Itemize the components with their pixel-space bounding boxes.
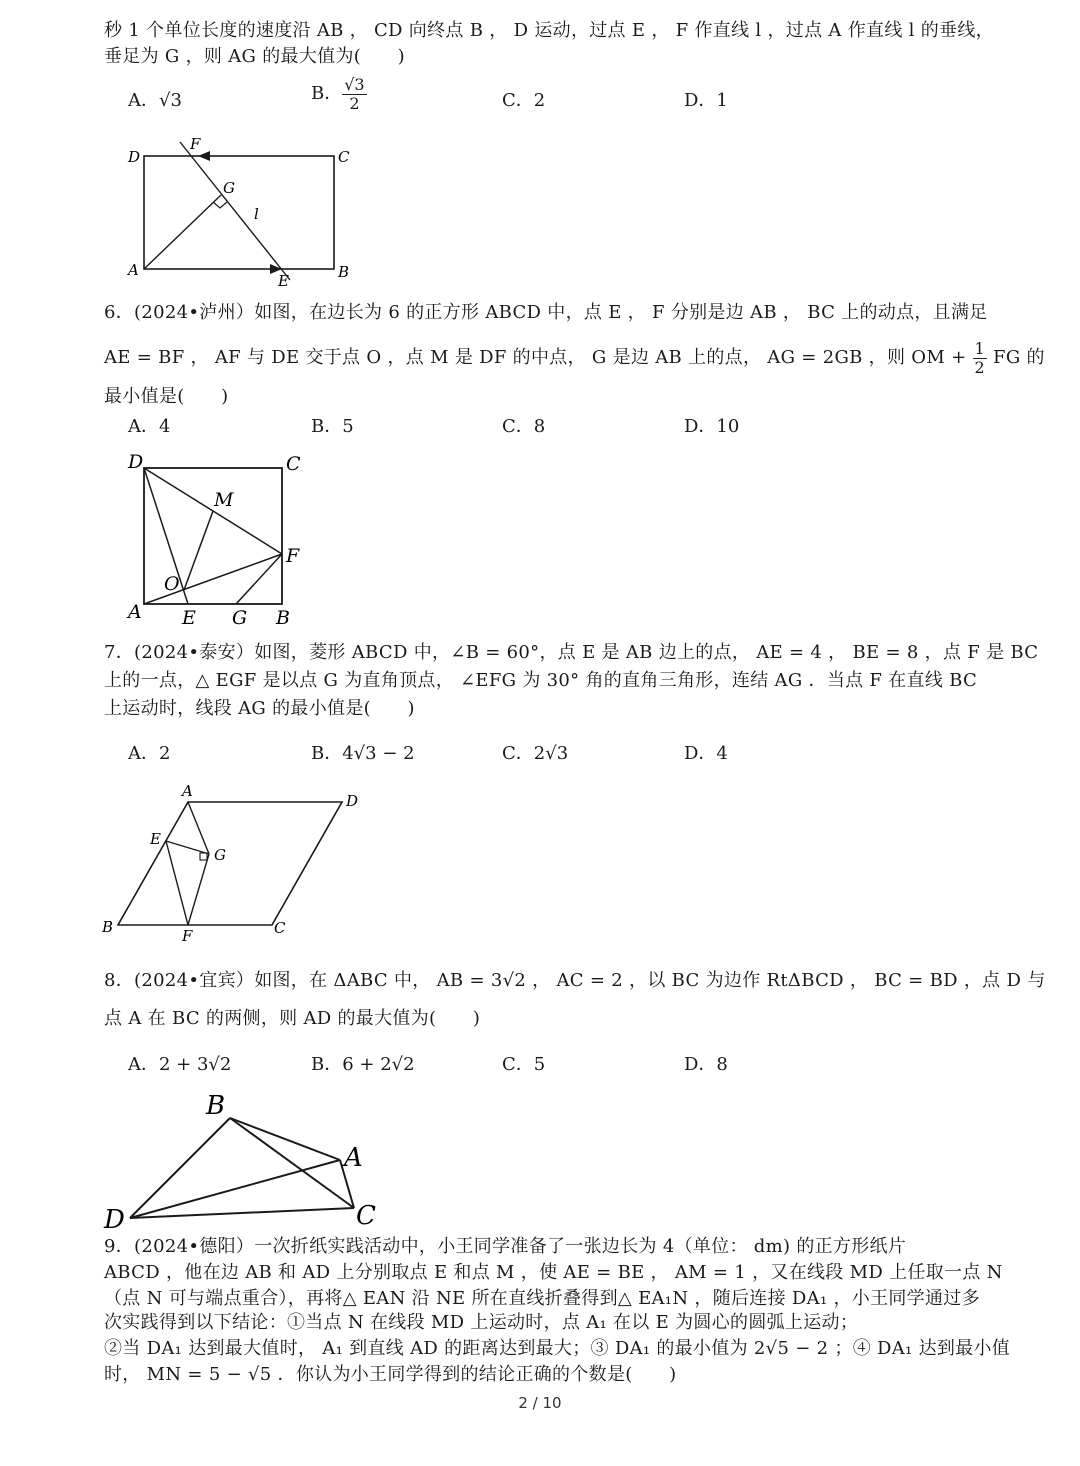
q6-label-b: B [276,607,290,629]
q5-option-b [311,76,367,112]
q7-figure-rhombus [96,778,386,948]
q7-option-b: B．4√3 − 2 [311,743,415,764]
q6-fraction [973,340,987,376]
q7-segment-ef [166,841,188,925]
q8-segment-bc [230,1118,354,1208]
q8-figure-triangles [96,1088,396,1236]
q9-text-line6: 时， MN = 5 − √5 ．你认为小王同学得到的结论正确的个数是( ) [104,1364,677,1385]
q6-label-c: C [286,453,301,475]
q5-label-d: D [128,148,141,166]
q9-text-line1: 9．(2024•德阳）一次折纸实践活动中，小王同学准备了一张边长为 4（单位： dm) 的正方形纸片 [104,1236,907,1257]
q6-label-g: G [232,607,248,629]
q6-label-a: A [128,601,142,623]
q6-option-a: A．4 [128,416,171,437]
q8-label-a: A [344,1143,363,1173]
q7-rhombus-abcd [118,802,342,925]
q7-label-e: E [150,830,161,848]
q8-label-b: B [206,1091,226,1121]
q9-text-line4: 次实践得到以下结论：①当点 N 在线段 MD 上运动时，点 A₁ 在以 E 为圆心的圆弧上运动； [104,1312,859,1333]
q7-text-line1: 7．(2024•泰安）如图，菱形 ABCD 中，∠B = 60°，点 E 是 AB 边上的点， AE = 4 ， BE = 8 ，点 F 是 BC [104,642,1039,663]
q7-segment-gf [188,854,209,925]
q5-option-c: C．2 [502,90,546,111]
q7-label-b: B [102,918,114,936]
q9-text-line2: ABCD ，他在边 AB 和 AD 上分别取点 E 和点 M ，使 AE = BE ， AM = 1 ，又在线段 MD 上任取一点 N [104,1262,1003,1283]
q5-option-b-numerator: √3 [344,75,365,94]
q5-option-b-fraction [342,76,366,112]
q6-label-o: O [164,573,180,595]
q6-text-line2-post: FG 的 [993,347,1045,369]
q8-text-line1: 8．(2024•宜宾）如图，在 ΔABC 中， AB = 3√2 ， AC = 2 ，以 BC 为边作 RtΔBCD ， BC = BD ，点 D 与 [104,970,1046,991]
q6-fraction-denominator: 2 [974,357,986,377]
q6-label-f: F [286,545,300,567]
q8-text-line2: 点 A 在 BC 的两侧，则 AD 的最大值为( ) [104,1008,481,1029]
q5-option-d: D．1 [684,90,728,111]
q5-text-line1: 秒 1 个单位长度的速度沿 AB ， CD 向终点 B ， D 运动，过点 E ， F 作直线 l ，过点 A 作直线 l 的垂线， [104,20,994,41]
q5-text-line2: 垂足为 G ，则 AG 的最大值为( ) [104,46,405,67]
q9-text-line5: ②当 DA₁ 达到最大值时， A₁ 到直线 AD 的距离达到最大；③ DA₁ 的最小值为 2√5 − 2 ；④ DA₁ 达到最小值 [104,1338,1011,1359]
q7-label-g: G [214,846,226,864]
q7-option-a: A．2 [128,743,171,764]
q6-text-line1: 6．(2024•泸州）如图，在边长为 6 的正方形 ABCD 中，点 E ， F 分别是边 AB ， BC 上的动点，且满足 [104,302,988,323]
q7-right-angle-mark [200,853,207,860]
q7-text-line3: 上运动时，线段 AG 的最小值是( ) [104,698,415,719]
q7-option-d: D．4 [684,743,728,764]
q8-option-c: C．5 [502,1054,546,1075]
q6-option-c: C．8 [502,416,546,437]
q8-label-c: C [356,1201,376,1231]
q5-option-b-label: B． [311,83,343,105]
q6-text-line3: 最小值是( ) [104,386,229,407]
q6-segment-om [184,511,213,590]
q7-label-f: F [182,927,193,945]
q5-rectangle-abcd [144,156,334,269]
q6-fraction-numerator: 1 [974,339,986,358]
q6-option-d: D．10 [684,416,740,437]
q6-label-m: M [214,489,234,511]
q9-text-line3: （点 N 可与端点重合），再将△ EAN 沿 NE 所在直线折叠得到△ EA₁N ，随后连接 DA₁ ，小王同学通过多 [104,1288,980,1309]
q5-right-angle-mark [213,202,227,208]
q8-option-b: B．6 + 2√2 [311,1054,415,1075]
q7-label-c: C [274,919,286,937]
q5-segment-ag [144,195,221,269]
q5-option-a: A．√3 [128,90,182,111]
page-number: 2 / 10 [518,1394,562,1412]
q5-label-e: E [278,272,289,290]
q8-option-a: A．2 + 3√2 [128,1054,232,1075]
q5-option-b-denominator: 2 [349,93,360,113]
q6-text-line2-pre: AE = BF ， AF 与 DE 交于点 O ，点 M 是 DF 的中点， G 是边 AB 上的点， AG = 2GB ，则 OM + [104,347,967,369]
q7-segment-ag [188,802,209,854]
q8-label-d: D [104,1205,125,1235]
q5-label-a: A [128,261,139,279]
q6-option-b: B．5 [311,416,354,437]
q6-text-line2 [104,340,1045,376]
q5-label-l: l [254,205,259,223]
q6-label-d: D [128,451,144,473]
q7-label-d: D [346,792,359,810]
q8-option-d: D．8 [684,1054,728,1075]
q8-segment-ba [230,1118,340,1160]
q7-text-line2: 上的一点，△ EGF 是以点 G 为直角顶点， ∠EFG 为 30° 角的直角三角形，连结 AG ．当点 F 在直线 BC [104,670,978,691]
q7-label-a: A [182,782,193,800]
q7-segment-eg [166,841,209,854]
q5-line-l [180,142,290,280]
q5-figure-rectangle [120,132,370,292]
q6-figure-square [120,448,320,633]
q7-option-c: C．2√3 [502,743,569,764]
q8-segment-db [130,1118,230,1218]
q5-label-g: G [223,179,235,197]
q6-label-e: E [182,607,196,629]
q6-segment-fg [236,554,282,604]
q5-label-b: B [338,263,350,281]
q5-label-c: C [338,148,350,166]
q5-label-f: F [190,135,201,153]
